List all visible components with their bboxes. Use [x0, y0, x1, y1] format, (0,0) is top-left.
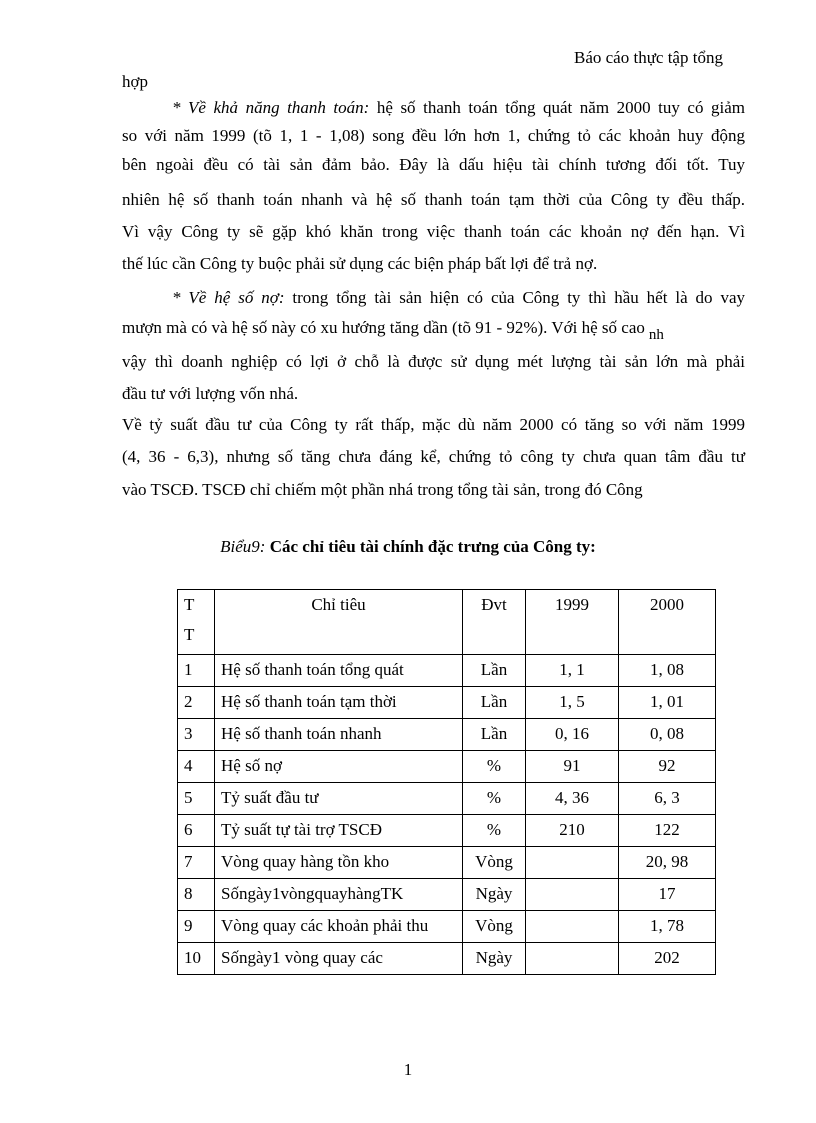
table-caption-prefix: Biểu9:: [220, 537, 266, 556]
cell-indicator: Hệ số thanh toán nhanh: [215, 719, 463, 751]
table-row: [178, 943, 716, 975]
cell-unit: Lần: [463, 719, 526, 751]
cell-tt: 7: [178, 847, 215, 879]
cell-1999: 1, 1: [526, 655, 619, 687]
paragraph-1-line-1-text: hệ số thanh toán tổng quát năm 2000 tuy có giảm: [369, 98, 746, 117]
header-1999: 1999: [526, 590, 619, 655]
cell-2000: 17: [619, 879, 716, 911]
cell-unit: Vòng: [463, 911, 526, 943]
paragraph-2-line-4: đầu tư với lượng vốn nhá.: [122, 384, 299, 403]
cell-1999: [526, 847, 619, 879]
paragraph-2-line-1: [172, 288, 745, 308]
paragraph-1-line-3: bên ngoài đều có tài sản đảm bảo. Đây là dấu hiệu tài chính tương đối tốt. Tuy: [122, 155, 745, 174]
cell-unit: %: [463, 751, 526, 783]
header-unit: Đvt: [463, 590, 526, 655]
cell-2000: 1, 08: [619, 655, 716, 687]
cell-2000: 1, 78: [619, 911, 716, 943]
cell-tt: 9: [178, 911, 215, 943]
page-number: 1: [403, 1060, 413, 1079]
table-row: [178, 911, 716, 943]
cell-tt: 2: [178, 687, 215, 719]
cell-unit: Vòng: [463, 847, 526, 879]
cell-indicator: Sốngày1 vòng quay các: [215, 943, 463, 975]
paragraph-1-line-6: thế lúc cần Công ty buộc phải sử dụng các biện pháp bất lợi để trả nợ.: [122, 254, 598, 273]
paragraph-2-line-2-tail: nh: [648, 327, 664, 343]
table-row: [178, 719, 716, 751]
cell-1999: 1, 5: [526, 687, 619, 719]
paragraph-3-line-2: (4, 36 - 6,3), nhưng số tăng chưa đáng kể, chứng tỏ công ty chưa quan tâm đầu tư: [122, 447, 745, 466]
cell-indicator: Hệ số nợ: [215, 751, 463, 783]
table-row: [178, 751, 716, 783]
cell-indicator: Hệ số thanh toán tổng quát: [215, 655, 463, 687]
cell-indicator: Vòng quay các khoản phải thu: [215, 911, 463, 943]
cell-tt: 8: [178, 879, 215, 911]
cell-2000: 1, 01: [619, 687, 716, 719]
cell-1999: 91: [526, 751, 619, 783]
cell-indicator: Hệ số thanh toán tạm thời: [215, 687, 463, 719]
table-row: [178, 783, 716, 815]
paragraph-3-line-1: Về tỷ suất đầu tư của Công ty rất thấp, mặc dù năm 2000 có tăng so với năm 1999: [122, 415, 745, 434]
paragraph-1-lead: * Về khả năng thanh toán:: [172, 98, 370, 117]
cell-1999: 210: [526, 815, 619, 847]
cell-1999: [526, 911, 619, 943]
cell-2000: 92: [619, 751, 716, 783]
paragraph-2-line-2: [122, 318, 664, 343]
table-row: [178, 815, 716, 847]
paragraph-2-line-2-text: mượn mà có và hệ số này có xu hướng tăng dần (tõ 91 - 92%). Với hệ số cao: [122, 318, 645, 337]
table-row: [178, 879, 716, 911]
header-indicator: Chỉ tiêu: [215, 590, 463, 655]
paragraph-1-line-5: Vì vậy Công ty sẽ gặp khó khăn trong việc thanh toán các khoản nợ đến hạn. Vì: [122, 222, 745, 241]
table-row: [178, 687, 716, 719]
cell-indicator: Tỷ suất tự tài trợ TSCĐ: [215, 815, 463, 847]
table-caption-title: Các chỉ tiêu tài chính đặc trưng của Công ty:: [265, 537, 596, 556]
cell-indicator: Vòng quay hàng tồn kho: [215, 847, 463, 879]
cell-unit: %: [463, 783, 526, 815]
cell-tt: 3: [178, 719, 215, 751]
table-caption: [0, 537, 816, 557]
cell-tt: 10: [178, 943, 215, 975]
header-2000: 2000: [619, 590, 716, 655]
cell-tt: 1: [178, 655, 215, 687]
cell-tt: 4: [178, 751, 215, 783]
cell-1999: 4, 36: [526, 783, 619, 815]
cell-tt: 6: [178, 815, 215, 847]
cell-1999: 0, 16: [526, 719, 619, 751]
cell-tt: 5: [178, 783, 215, 815]
cell-indicator: Sốngày1vòngquayhàngTK: [215, 879, 463, 911]
paragraph-2-line-3: vậy thì doanh nghiệp có lợi ở chỗ là được sử dụng mét lượng tài sản lớn mà phải: [122, 352, 745, 371]
cell-2000: 6, 3: [619, 783, 716, 815]
header-tt: T T: [178, 590, 215, 655]
cell-unit: Ngày: [463, 879, 526, 911]
table-header-row: [178, 590, 716, 655]
cell-unit: Lần: [463, 687, 526, 719]
paragraph-2-line-1-text: trong tổng tài sản hiện có của Công ty thì hầu hết là do vay: [284, 288, 745, 307]
paragraph-1-line-1: [172, 98, 745, 118]
cell-unit: Ngày: [463, 943, 526, 975]
cell-1999: [526, 943, 619, 975]
cell-2000: 0, 08: [619, 719, 716, 751]
cell-2000: 20, 98: [619, 847, 716, 879]
cell-unit: Lần: [463, 655, 526, 687]
paragraph-1-line-4: nhiên hệ số thanh toán nhanh và hệ số thanh toán tạm thời của Công ty đều thấp.: [122, 190, 745, 209]
table-row: [178, 847, 716, 879]
paragraph-3-line-3: vào TSCĐ. TSCĐ chỉ chiếm một phần nhá trong tổng tài sản, trong đó Công: [122, 480, 643, 499]
table-row: [178, 655, 716, 687]
paragraph-2-lead: * Về hệ số nợ:: [172, 288, 285, 307]
page-header-title-continued: hợp: [122, 72, 148, 91]
cell-1999: [526, 879, 619, 911]
cell-unit: %: [463, 815, 526, 847]
cell-indicator: Tỷ suất đầu tư: [215, 783, 463, 815]
cell-2000: 202: [619, 943, 716, 975]
paragraph-1-line-2: so với năm 1999 (tõ 1, 1 - 1,08) song đều lớn hơn 1, chứng tỏ các khoản huy động: [122, 126, 745, 145]
cell-2000: 122: [619, 815, 716, 847]
financial-indicators-table: [177, 589, 716, 975]
page-header-title: Báo cáo thực tập tổng: [574, 48, 723, 67]
